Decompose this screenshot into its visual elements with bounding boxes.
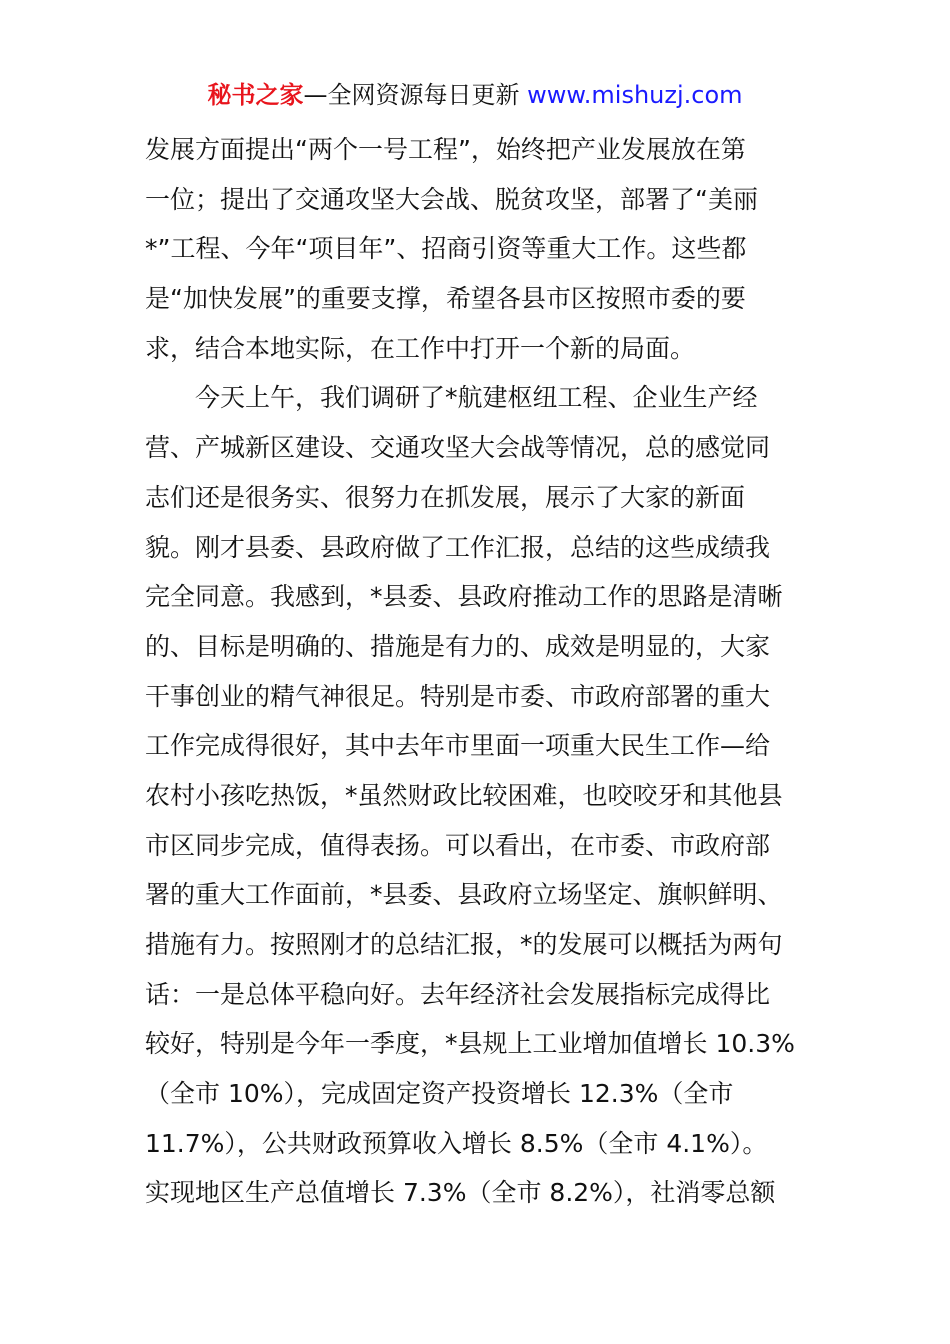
text-line: 的、目标是明确的、措施是有力的、成效是明显的，大家 (145, 631, 771, 661)
text-line: 一位；提出了交通攻坚大会战、脱贫攻坚，部署了“美丽 (145, 184, 758, 214)
text-line: 工作完成得很好，其中去年市里面一项重大民生工作—给 (145, 731, 771, 761)
text-line: 署的重大工作面前，*县委、县政府立场坚定、旗帜鲜明、 (145, 880, 783, 910)
header-tagline: —全网资源每日更新 (303, 81, 528, 109)
text-line: 措施有力。按照刚才的总结汇报，*的发展可以概括为两句 (145, 930, 783, 959)
text-line: 营、产城新区建设、交通攻坚大会战等情况，总的感觉同 (145, 433, 771, 463)
text-line: 志们还是很务实、很努力在抓发展，展示了大家的新面 (145, 482, 746, 512)
text-line: （全市 10%），完成固定资产投资增长 12.3%（全市 (145, 1079, 734, 1109)
text-line: 完全同意。我感到，*县委、县政府推动工作的思路是清晰 (145, 582, 783, 612)
brand-name: 秘书之家 (207, 81, 304, 109)
site-header (0, 80, 950, 110)
text-line: 干事创业的精气神很足。特别是市委、市政府部署的重大 (145, 681, 771, 711)
text-line: 发展方面提出“两个一号工程”，始终把产业发展放在第 (145, 135, 746, 164)
text-line: 11.7%），公共财政预算收入增长 8.5%（全市 4.1%）。 (145, 1128, 768, 1158)
text-line: 话：一是总体平稳向好。去年经济社会发展指标完成得比 (145, 979, 771, 1009)
text-line: 较好，特别是今年一季度，*县规上工业增加值增长 10.3% (145, 1029, 795, 1059)
text-line: 貌。刚才县委、县政府做了工作汇报，总结的这些成绩我 (145, 532, 771, 562)
text-line: 实现地区生产总值增长 7.3%（全市 8.2%），社消零总额 (145, 1178, 776, 1208)
text-line: 求，结合本地实际，在工作中打开一个新的局面。 (145, 333, 696, 363)
site-url-link[interactable]: www.mishuzj.com (527, 81, 743, 109)
document-body (145, 125, 810, 1218)
text-line: 市区同步完成，值得表扬。可以看出，在市委、市政府部 (145, 830, 771, 860)
text-line: 农村小孩吃热饭，*虽然财政比较困难，也咬咬牙和其他县 (145, 780, 783, 810)
text-line: 是“加快发展”的重要支撑，希望各县市区按照市委的要 (145, 284, 746, 314)
text-line: 今天上午，我们调研了*航建枢纽工程、企业生产经 (145, 383, 758, 413)
text-line: *”工程、今年“项目年”、招商引资等重大工作。这些都 (145, 234, 747, 264)
